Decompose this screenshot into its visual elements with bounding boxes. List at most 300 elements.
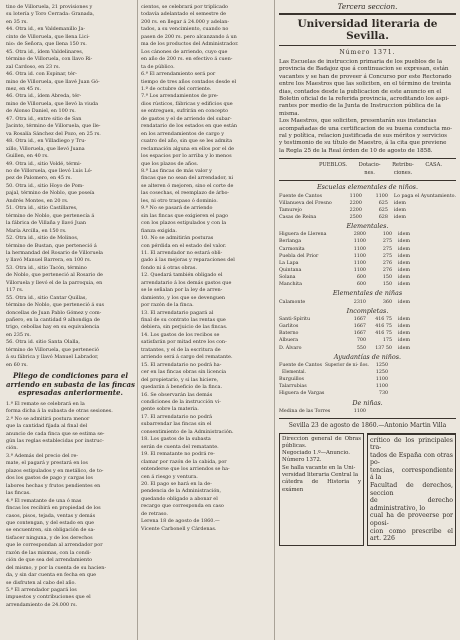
text-line: Guillen, en 40 rs. [6, 153, 49, 160]
table-row [279, 383, 456, 390]
casa-cell: idem [398, 274, 410, 280]
text-line: 18. Los gastos de la subasta [141, 436, 211, 443]
text-line: ción de que sea del arrendamiento [6, 557, 93, 564]
schools-subtable [279, 362, 456, 397]
text-line: tratantes, y el de la escritura de [141, 346, 221, 353]
text-line: 45. Otra id., ídem Valdelinares, [6, 48, 84, 55]
pueblo-cell: Garlitos [279, 324, 299, 330]
pueblo-cell: Tamurejo [279, 207, 302, 213]
retribucion-cell: 416 75 [375, 317, 392, 323]
text-line: Boletin oficial de la referida provincia, acreditando los aspi- [279, 95, 450, 102]
text-line: fincas los recibirá en propiedad de los [6, 505, 101, 512]
text-line: ma de los productos del Administrador. [141, 41, 239, 48]
retribucion-cell: 275 [382, 246, 392, 252]
text-line: en 235 rs. [6, 331, 31, 338]
text-line: pajal, término de Noblo, que poseía [6, 190, 95, 197]
notice-line: tados de España con otras po- [370, 451, 453, 467]
text-line: Jacinto, término de Villoruela, que lle- [6, 123, 101, 130]
notice-line: Direccion general de Obras públicas. [282, 435, 362, 449]
bottom-notices [279, 433, 456, 546]
text-line: de Alonso Daniel, en 100 rs. [6, 108, 76, 115]
text-line: 47. Otra id., entre sitio de San [6, 115, 82, 122]
text-line: término de Villoruela, que perteneció [6, 346, 99, 353]
text-line: en los arrendamientos de cargo y [141, 130, 225, 137]
section-title: Escuelas elementales de niños. [316, 183, 418, 192]
retribucion-cell: 150 [382, 274, 392, 280]
notice-box-direccion [279, 433, 364, 546]
section-label: Tercera seccion. [337, 2, 398, 11]
text-line: de gastos y el de arriendo del subar- [141, 115, 232, 122]
dotacion-cell: 1667 [353, 331, 366, 337]
text-line: que los plazos de años. [141, 160, 199, 167]
table-row [279, 337, 456, 344]
retribucion-cell: 137 50 [375, 345, 392, 351]
text-line: del propietario, y si las hiciere, [141, 376, 219, 383]
text-line: por razón de la finca. [141, 302, 194, 309]
table-row [279, 253, 456, 260]
casa-cell: idem [398, 299, 410, 305]
text-line: Villoruela y llevó el de la parroquia, en [6, 279, 103, 286]
notice-line: Número 1372. [282, 457, 322, 464]
dotacion-cell: 1100 [353, 246, 366, 252]
text-line: 55. Otra id., sitio Cantar Quillas, [6, 294, 87, 301]
text-line: tiempo de tres años contados desde el [141, 78, 237, 85]
text-line: 13. El arrendatario pagará al [141, 309, 214, 316]
notice-line: tencias, correspondiente á la [370, 466, 453, 482]
text-line: 51. Otra id., sitio Castillares, [6, 205, 78, 212]
text-line: gente sobre la materia. [141, 406, 199, 413]
pueblo-cell: Solana [279, 274, 296, 280]
casa-cell: idem [393, 214, 406, 220]
text-line: mino de Villoruela, que llavé Juan Gó- [6, 78, 100, 85]
text-line: la fábrica de Villaña y llavó Juan [6, 220, 87, 227]
text-line: ta de público. [141, 63, 175, 70]
table-row [279, 408, 456, 415]
casa-cell: idem [398, 239, 410, 245]
text-line: tisfacer ninguna, y de los derechos [6, 534, 93, 541]
table-header [279, 162, 456, 177]
table-row [279, 207, 456, 214]
notice-line: Se halla vacante en la Uni- [282, 464, 356, 471]
section-title: Incompletas. [346, 306, 389, 315]
text-line: pañero, en la cantidad 9 alhondiga de [6, 317, 100, 324]
text-line: misma. [279, 110, 300, 117]
text-line: término de Noblo, que perteneció á sus [6, 302, 105, 309]
text-line: satisfarán por mitad entre los con- [141, 339, 227, 346]
header-dotaciones: Dotacio- nes. [358, 162, 381, 176]
retribucion-cell: 150 [382, 282, 392, 288]
table-row [279, 193, 456, 200]
text-line: acompañadas de una certificacion de su buena conducta mo- [279, 125, 453, 132]
text-line: trigo, cebollas hay en su equivalencia [6, 324, 100, 331]
casa-cell: idem [398, 345, 410, 351]
notice-line: crítico de los principales tra- [370, 436, 453, 452]
text-line: fincas que no sean del arrendador, ni [141, 175, 234, 182]
text-line: final de su contrato las rentas que [141, 317, 226, 324]
text-line: 46. Otra id. con Espinar, tér- [6, 71, 77, 78]
text-line: 15. El arrendatario no podrá ha- [141, 361, 222, 368]
text-line: 200 rs. en llegar á 24.000 y adelan- [141, 18, 230, 25]
text-line: doncellas de Juan Pablo Gómez y com- [6, 309, 102, 316]
dotacion-cell: 1100 [353, 239, 366, 245]
dotacion-cell: 1100 [353, 267, 366, 273]
text-line: 44. Otra id., en Valdemanillo Ja- [6, 26, 86, 33]
section-title: Ayudantías de niños. [333, 352, 402, 361]
notice-line: cual ha de proveerse por oposi- [370, 512, 453, 528]
text-line: pendencia de la Administración, [141, 488, 221, 495]
pueblo-cell: Albuera [279, 338, 299, 344]
text-line: anuncio de cada finca que se estima se- [6, 430, 105, 437]
notice-line: versidad literaria Central la [282, 472, 359, 478]
text-line: pez de Palomero, en 45 rs. [6, 175, 72, 182]
pueblo-cell: Berlanga [279, 239, 302, 245]
dotacion-cell: 730 [378, 391, 389, 397]
row-qualifier: Elemental. [282, 370, 306, 376]
text-line: subarrendar las fincas sin el [141, 421, 212, 428]
text-line: arrendamiento de 24.000 rs. [6, 601, 78, 608]
table-row [279, 214, 456, 221]
text-line: y testimonio de su título de Maestro, á la cita que previene [279, 140, 447, 147]
text-line: entenderse que los arriendos se ha- [141, 466, 230, 473]
text-line: plazos estipulados y en metálico, de to- [6, 467, 104, 474]
text-line: dios rústicos, fábricas y edificios que [141, 100, 233, 107]
text-line: vacantes y se han de proveer á Concurso por este Rectorado [279, 73, 452, 80]
text-line: nio: de Señora, que llena 150 rs. [6, 41, 87, 48]
text-line: la Regla 25 de la Real órden de 10 de agosto de 1858. [279, 147, 433, 154]
text-line: forma dicha á la subasta de otras sesiones. [6, 408, 113, 415]
text-line: María Arcilla, en 150 rs. [6, 227, 67, 234]
text-line: en 35 rs. [6, 18, 28, 25]
text-line: con pérdida en el estado del valor. [141, 242, 227, 249]
text-line: sin las fincas que exigieren el pago [141, 212, 229, 219]
text-line: tino de Villoruela, 21 provisiones y [6, 4, 93, 10]
text-line: zal Cardoso, en 23 rs. [6, 63, 61, 70]
text-line: 16. Se observarán las demás [141, 391, 213, 398]
text-line: todavía adelantado el semestre de [141, 11, 227, 18]
table-row [279, 345, 456, 352]
text-line: Andrés Montes, en 20 rs. [6, 197, 69, 204]
text-line: 19. El rematante no podrá re- [141, 451, 215, 458]
text-line: dos los gastos de pago y cargas los [6, 475, 93, 482]
casa-cell: idem [398, 338, 410, 344]
text-line: 7.ª Los arrendamientos de pre- [141, 93, 219, 100]
table-row [279, 362, 456, 369]
text-line: Vicente Carbonell y Cárdenas. [141, 525, 217, 532]
header-pueblos: PUEBLOS. [319, 162, 348, 169]
text-line: del mismo, y por la cuenta de su hacien- [6, 564, 107, 571]
text-line: se encuentren, sin obligación de sa- [6, 527, 96, 534]
pueblo-cell: Burguillos [279, 377, 305, 383]
section-title: Elementales. [346, 221, 389, 230]
text-line: 52. Otra id., sitio de Molinos, [6, 235, 79, 242]
casa-cell: idem [393, 207, 406, 213]
table-row [279, 390, 456, 397]
column-left [6, 4, 135, 609]
text-line: 10. No se admitirán posturas [141, 235, 214, 242]
pueblo-cell: Casas de Reina [279, 214, 317, 220]
table-row [279, 323, 456, 330]
dotacion-cell: 1100 [375, 384, 389, 390]
casa-cell [398, 408, 456, 415]
divider [279, 158, 456, 159]
text-line: mez, en 45 rs. [6, 85, 41, 92]
text-line: y llavó Manuel Barrera, en 100 rs. [6, 257, 92, 264]
casa-cell [415, 390, 456, 397]
text-line: término de Noblo, que pertenecía á [6, 212, 95, 219]
dotacion-cell: 600 [356, 274, 366, 280]
text-line: recargo que corresponda en caso [141, 503, 224, 510]
text-line: 3.ª Además del precio del re- [6, 452, 79, 459]
text-line: término de Bustan, que perteneció á [6, 242, 97, 249]
dotacion-cell: 1100 [353, 253, 366, 259]
retribucion-cell: 1100 [375, 193, 388, 199]
text-line: Las Escuelas de instruccion primaria de los pueblos de la [279, 58, 443, 65]
text-line: consentimiento de la Administración. [141, 428, 234, 435]
notice-line: Facultad de derechos, seccion [370, 482, 453, 497]
retribucion-cell: 628 [378, 214, 388, 220]
retribucion-cell: 360 [382, 299, 392, 305]
text-line: mino de Villoruela, que llevó la viuda [6, 100, 99, 107]
divider [279, 418, 456, 419]
retribucion-cell: 416 75 [375, 331, 392, 337]
text-line: serán de cuenta del rematante. [141, 443, 219, 450]
retribucion-cell: 625 [378, 200, 388, 206]
text-line: 9.ª No se pasará de arriendo [141, 205, 213, 212]
announcement-intro [279, 59, 456, 155]
notice-box-continuation [367, 433, 456, 546]
text-line: cientos, se celebrará por triplicado [141, 4, 228, 10]
pueblo-cell: Higuera de Vargas [279, 391, 325, 397]
text-line: se le señalan por la ley de arren- [141, 287, 223, 294]
text-line: casos, pisos, tejada, ventas y demás [6, 512, 96, 519]
casa-cell: Lo paga el Ayuntamiento. [393, 193, 456, 199]
text-line: Los cánones de arriendo, cuyo que [141, 48, 228, 55]
text-line: condiciones de la instrucción vi- [141, 399, 221, 406]
casa-cell: idem [398, 253, 410, 259]
retribucion-cell: 416 75 [375, 324, 392, 330]
pueblo-cell: Carmonita [279, 246, 305, 252]
schools-subtable [279, 231, 456, 288]
casa-cell [415, 383, 456, 390]
text-line: los espacios por lo arriba y lo menos [141, 153, 232, 160]
notice-line: cion como prescribe el art. 226 [370, 527, 453, 543]
casa-cell: idem [398, 324, 410, 330]
dotacion-cell: 1250 [375, 370, 389, 376]
text-line: se entreguen, sufrirán en concepto [141, 108, 229, 115]
retribucion-cell [396, 390, 415, 397]
university-title: Universidad literaria de Sevilla. [297, 18, 438, 43]
text-line: que la cantidad fijada al final del [6, 423, 88, 430]
text-line: ral y política, relacion justificada de sus méritos y servicios [279, 132, 448, 139]
dotacion-cell: 1100 [353, 408, 366, 414]
text-line: 53. Otra id., sitio Tacón, término [6, 264, 87, 271]
text-line: 5.ª El arrendador pagará los [6, 587, 77, 594]
text-line: 17. El arrendatario no podrá [141, 413, 213, 420]
pueblo-cell: Fuente de Cantos [279, 193, 322, 199]
column-middle [141, 4, 270, 533]
retribucion-cell [374, 408, 398, 415]
text-line: cinto de Villoruela, que llena Lici- [6, 33, 90, 40]
dotacion-cell: 1250 [375, 363, 389, 369]
casa-cell [415, 362, 456, 369]
text-line: no de Villoruela, que llevó Luis Ló- [6, 167, 93, 174]
text-line: 20. El pago se hará en la de- [141, 481, 212, 487]
section-title: Elementales de niñas [332, 289, 403, 298]
text-line: labores hechas y frutos pendientes en [6, 482, 101, 489]
pueblo-cell: Manchita [279, 282, 302, 288]
pueblo-cell: La Lapa [279, 260, 299, 266]
text-line: 49. Otra id., sitio Voldé, térmi- [6, 160, 82, 167]
dotacion-cell: 600 [356, 282, 366, 288]
pueblo-cell: D. Álvaro [279, 345, 302, 351]
text-line: se alteren ó mejoren, sino el corte de [141, 182, 234, 189]
text-line: xillo, Villoruela, que llevó Juana [6, 145, 85, 152]
notice-line: cátedra de Historia y exámen [282, 479, 362, 493]
schools-subtable [279, 193, 456, 221]
text-line: en 60 rs. [6, 361, 28, 368]
retribucion-cell [396, 376, 415, 383]
table-row [279, 281, 456, 288]
schools-subtable [279, 408, 456, 415]
table-row [279, 299, 456, 306]
text-line: damiento, y los que se devenguen [141, 294, 226, 301]
dotacion-cell: 2200 [349, 200, 362, 206]
text-line: dias, contados desde la publicacion de este anuncio en el [279, 88, 442, 95]
header-casa: CASA. [425, 162, 442, 169]
text-line: entre los Maestros que las soliciten, en el término de treinta [279, 81, 451, 88]
row-qualifier: Superior de ni- ños. [324, 363, 369, 369]
divider [279, 180, 456, 181]
text-line: de retraso. [141, 510, 168, 517]
text-line: Lerena 18 de agosto de 1860.— [141, 518, 220, 525]
text-line: quedarán á beneficio de la finca. [141, 384, 223, 391]
text-line: 1.ª El remate se celebrará en la [6, 400, 85, 407]
pueblo-cell [279, 369, 369, 376]
section-title: De niñas. [352, 398, 383, 407]
table-row [279, 316, 456, 323]
text-line: que contengan, y del estado en que [6, 519, 95, 526]
table-row [279, 376, 456, 383]
text-line: 11. El arrendador no estará obli- [141, 249, 223, 256]
text-line: 2.ª No se admitirá postura menor [6, 415, 90, 422]
text-line: razón de las mismas, con la condi- [6, 549, 92, 556]
column-divider [137, 0, 138, 640]
text-line: rendatario de los estados en que están [141, 123, 238, 130]
table-row [279, 246, 456, 253]
text-line: su lotería y Toro Cerrada: Granada, [6, 11, 95, 18]
dotacion-cell: 1100 [349, 193, 362, 199]
text-line: arriendo será á cargo del rematante. [141, 354, 233, 361]
text-line: impuestos y contribuciones que el [6, 594, 91, 601]
casa-cell: idem [398, 331, 410, 337]
casa-cell: idem [398, 260, 410, 266]
dotacion-cell: 1100 [353, 260, 366, 266]
column-divider [274, 0, 275, 640]
text-line: rantes por medio de la Junta de Instruccion pública de la [279, 103, 441, 110]
pueblo-cell: Higuera de Llerena [279, 232, 327, 238]
text-line: cen á riesgo y ventura. [141, 473, 198, 480]
pueblo-cell: Santi-Spíritu [279, 317, 311, 323]
casa-cell [415, 369, 456, 376]
conditions-heading: Pliego de condiciones para el arriendo en subasta de las fincas espresadas anteriormente. [6, 371, 135, 398]
text-line: 48. Otra id., en Villadiego y Tru- [6, 138, 87, 145]
text-line: á su fábrica y llavó Manuel Labrador, [6, 354, 99, 361]
dotacion-cell: 550 [356, 345, 366, 351]
text-line: de Noblo, que perteneció al Rosario de [6, 272, 103, 279]
schools-subtable [279, 299, 456, 306]
table-row [279, 274, 456, 281]
table-row [279, 238, 456, 245]
text-line: 14. Los gastos de los recibos se [141, 331, 220, 338]
text-line: gado á las mejoras y reparaciones del [141, 257, 235, 264]
dotacion-cell: 2310 [353, 299, 366, 305]
header-retribuciones: Retribu- ciones. [392, 162, 414, 176]
text-line: se disfruten al cabo del año. [6, 579, 76, 586]
casa-cell: idem [398, 282, 410, 288]
dotacion-cell: 1667 [353, 324, 366, 330]
text-line: va Rosalía Sánchez del Pozo, en 25 rs. [6, 130, 101, 137]
casa-cell: idem [398, 232, 410, 238]
text-line: fondo ni á otras obras. [141, 264, 197, 271]
dotacion-cell: 1667 [353, 317, 366, 323]
text-line: 1.º de octubre del corriente. [141, 85, 212, 92]
announcement-number: Número 1371. [339, 49, 396, 57]
dotacion-cell: 2800 [353, 232, 366, 238]
pueblo-cell: Medina de las Torres [279, 408, 331, 414]
dotacion-cell: 2200 [349, 207, 362, 213]
text-line: 4.ª El rematante de una ó mas [6, 497, 82, 504]
dotacion-cell: 1100 [375, 377, 389, 383]
casa-cell: idem [393, 200, 406, 206]
dotacion-cell: 700 [356, 338, 366, 344]
divider [279, 45, 456, 46]
retribucion-cell: 275 [382, 239, 392, 245]
pueblo-cell: Fuente de Cantos Superior de ni- ños. [279, 363, 369, 369]
text-line: cer en las fincas obras sin licencia [141, 369, 227, 376]
pueblo-cell: Talarrubias [279, 384, 307, 390]
divider [279, 13, 456, 15]
text-line: gún las reglas establecidas por instruc- [6, 437, 104, 444]
text-line: tados, a su vencimiento, cuando no [141, 26, 229, 33]
casa-cell [415, 376, 456, 383]
text-line: 56. Otra id. sitio Santa Olalla, [6, 339, 80, 346]
table-row [279, 267, 456, 274]
text-line: cuatro del año, sin que se les admita [141, 138, 232, 145]
pueblo-cell: Puebla del Prior [279, 253, 319, 259]
table-row [279, 330, 456, 337]
retribucion-cell: 625 [378, 207, 388, 213]
table-row [279, 260, 456, 267]
dotacion-cell: 2500 [349, 214, 362, 220]
text-line: quedando obligado a abonar el [141, 495, 218, 502]
table-row [279, 231, 456, 238]
auction-listings [6, 4, 135, 369]
signature-line: Sevilla 23 de agosto de 1860.—Antonio Martin Villa [288, 422, 447, 430]
pueblo-cell: Baterno [279, 331, 299, 337]
column-right [279, 2, 456, 546]
text-line: que le correspondan al arrendador por [6, 542, 103, 549]
text-line: les, ni otro traspaso ó dominio. [141, 197, 218, 204]
retribucion-cell: 175 [382, 338, 392, 344]
text-line: provincia de Badajoz que á continuacion se expresan, están [279, 66, 449, 73]
retribucion-cell: 100 [382, 232, 392, 238]
notice-line: Negociado 1.º—Anuncio. [282, 450, 350, 457]
pueblo-cell: Calamonte [279, 299, 306, 305]
text-line: da, y sin dar cuenta en fecha en que [6, 572, 96, 579]
text-line: arrendatario á los demás gastos que [141, 279, 232, 286]
casa-cell: idem [398, 246, 410, 252]
schools-subtable [279, 316, 456, 351]
